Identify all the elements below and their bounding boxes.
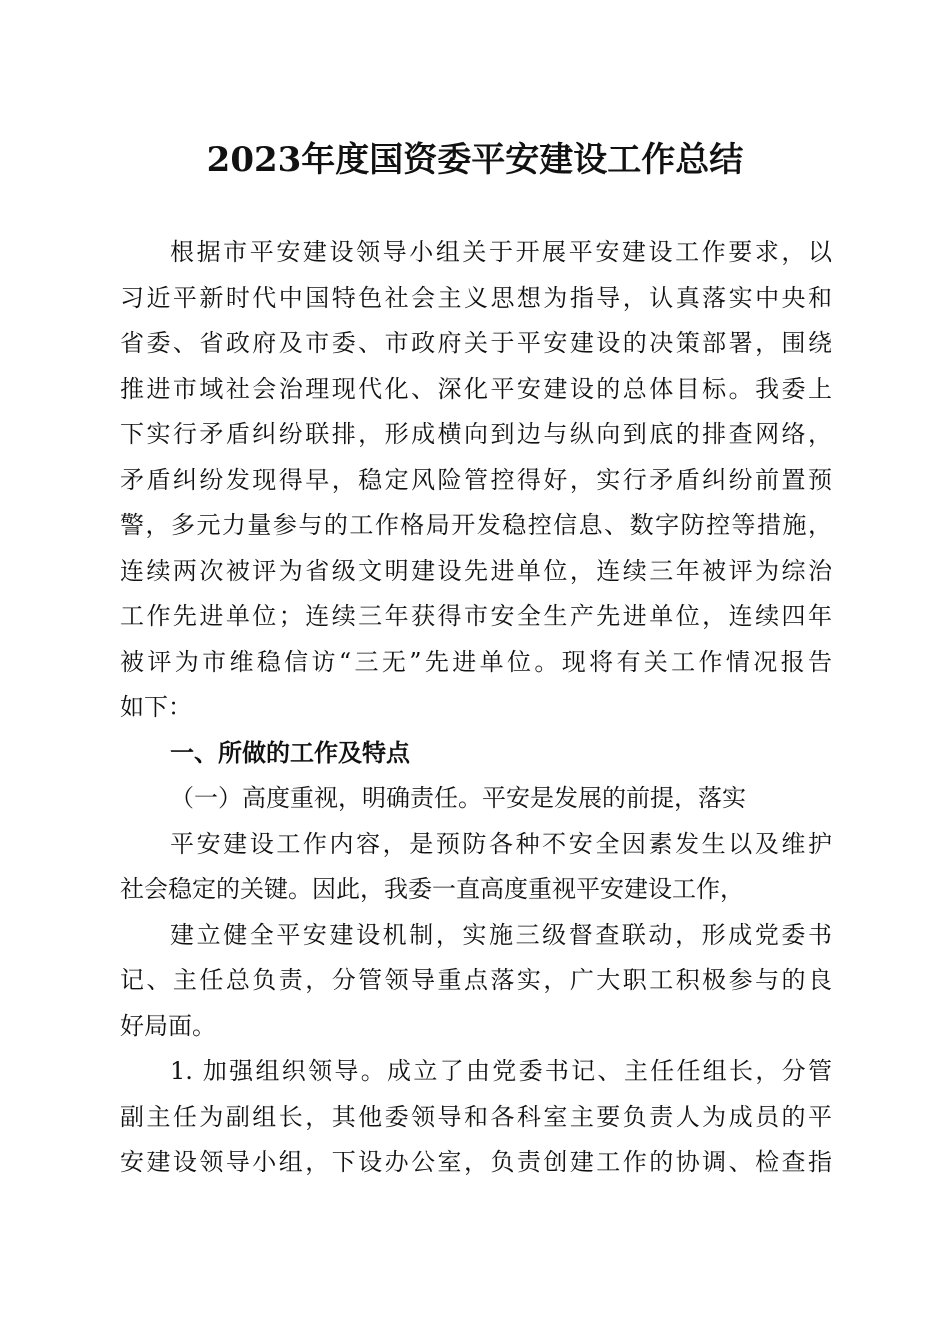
paragraph-line: 如下： — [120, 693, 192, 721]
paragraph-line: 连续两次被评为省级文明建设先进单位，连续三年被评为综治 — [120, 556, 832, 585]
paragraph-line: 工作先进单位；连续三年获得市安全生产先进单位，连续四年 — [120, 602, 832, 630]
paragraph-line: 建立健全平安建设机制，实施三级督查联动，形成党委书 — [170, 920, 832, 949]
paragraph-line: 下实行矛盾纠纷联排，形成横向到边与纵向到底的排查网络， — [120, 420, 832, 448]
paragraph-line: 安建设领导小组，下设办公室，负责创建工作的协调、检查指 — [120, 1148, 832, 1176]
paragraph-line: 根据市平安建设领导小组关于开展平安建设工作要求，以 — [170, 238, 832, 266]
paragraph-line: 副主任为副组长，其他委领导和各科室主要负责人为成员的平 — [120, 1102, 832, 1131]
paragraph-line: 警，多元力量参与的工作格局开发稳控信息、数字防控等措施， — [120, 511, 832, 539]
paragraph-line: 好局面。 — [120, 1011, 216, 1040]
paragraph-line: 1. 加强组织领导。成立了由党委书记、主任任组长，分管 — [170, 1057, 832, 1085]
paragraph-line: 推进市域社会治理现代化、深化平安建设的总体目标。我委上 — [120, 374, 832, 403]
section-heading: 一、所做的工作及特点 — [170, 738, 410, 767]
document-title: 2023年度国资委平安建设工作总结 — [206, 140, 744, 180]
paragraph-line: 平安建设工作内容，是预防各种不安全因素发生以及维护 — [170, 829, 832, 858]
paragraph-line: 习近平新时代中国特色社会主义思想为指导，认真落实中央和 — [120, 283, 832, 312]
paragraph-line: 省委、省政府及市委、市政府关于平安建设的决策部署，围绕 — [120, 329, 832, 357]
paragraph-line: 记、主任总负责，分管领导重点落实，广大职工积极参与的良 — [120, 966, 832, 994]
paragraph-line: 社会稳定的关键。因此，我委一直高度重视平安建设工作， — [120, 875, 744, 903]
paragraph-line: （一）高度重视，明确责任。平安是发展的前提，落实 — [170, 784, 746, 812]
paragraph-line: 矛盾纠纷发现得早，稳定风险管控得好，实行矛盾纠纷前置预 — [120, 465, 832, 494]
document-body — [120, 230, 832, 1186]
paragraph-line: 被评为市维稳信访“三无”先进单位。现将有关工作情况报告 — [120, 647, 832, 676]
